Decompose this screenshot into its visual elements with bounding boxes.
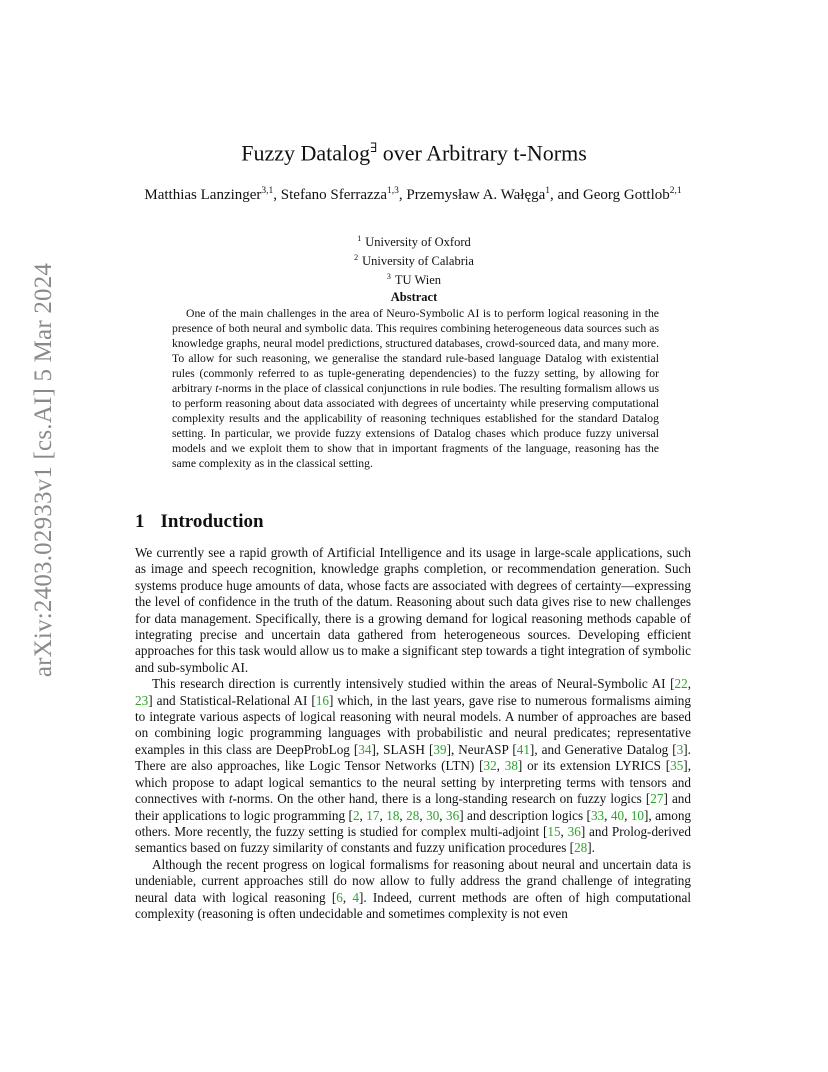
author-affil-marks: 1 [545, 186, 551, 196]
author-affil-marks: 1,3 [386, 186, 399, 196]
affiliation [0, 250, 828, 269]
citation-link[interactable]: 6 [336, 889, 343, 905]
author-list [130, 182, 696, 205]
text-run: ] and description logics [ [459, 807, 591, 823]
author [406, 187, 583, 203]
citation-link[interactable]: 18 [386, 807, 400, 823]
author-separator: , and [550, 187, 583, 203]
author-separator: , [273, 187, 281, 203]
text-run: ] and their applications to logic programming [ [135, 791, 691, 823]
section-number: 1 [135, 511, 145, 532]
abstract-text-part: One of the main challenges in the area of Neuro-Symbolic AI is to perform logical reasoning in the presence of both neural and symbolic data. This requires combining heterogeneous data sources such as knowledge graphs, neural model predictions, structured databases, crowd-sourced data, and many more. To allow for such reasoning, we generalise the standard rule-based language Datalog with existential rules (commonly referred to as tuple-generating dependencies) to the fuzzy setting, by allowing for arbitrary [172, 307, 659, 395]
citation-link[interactable]: 33 [590, 807, 605, 823]
citation-link[interactable]: 38 [504, 758, 518, 774]
abstract-heading: Abstract [390, 290, 438, 304]
body-paragraph [135, 545, 691, 676]
citation-link[interactable]: 28 [574, 840, 588, 856]
text-run: ] and Statistical-Relational AI [ [148, 692, 316, 708]
title-superscript: ∃ [370, 140, 378, 155]
citation-link[interactable]: 22 [674, 676, 688, 692]
abstract-text [172, 306, 659, 471]
text-run: ] which, in the last years, gave rise to numerous formalisms aiming to integrate various aspects of logical reasoning with neural models. A number of approaches are based on combining logic programming languages with probabilistic and neural predicates; representative examples in this class are DeepProbLog [ [135, 692, 691, 757]
text-run: , [624, 807, 631, 823]
title-rest: over Arbitrary t-Norms [377, 140, 587, 166]
affiliation-mark: 1 [357, 234, 362, 243]
text-run: , [687, 676, 691, 692]
text-run: This research direction is currently intensively studied within the areas of Neural-Symbolic AI [ [152, 676, 675, 692]
citation-link[interactable]: 4 [352, 889, 359, 905]
citation-link[interactable]: 32 [483, 758, 497, 774]
author-separator: , [398, 187, 407, 203]
text-run: ] and Prolog-derived semantics based on fuzzy similarity of constants and fuzzy unification procedures [ [135, 823, 691, 856]
citation-link[interactable]: 16 [315, 692, 330, 708]
abstract-italic-t: t [215, 382, 219, 395]
text-run: ], which propose to adapt logical semantics to the neural setting by interpreting terms with tensors and connectives with [135, 758, 691, 807]
body-text [135, 545, 691, 922]
arxiv-identifier: arXiv:2403.02933v1 [cs.AI] 5 Mar 2024 [30, 262, 57, 678]
author-affil-marks: 3,1 [261, 186, 274, 196]
text-run: , [342, 889, 353, 905]
author-name: Matthias Lanzinger [144, 187, 262, 203]
body-paragraph [135, 857, 691, 923]
abstract-text-part: -norms in the place of classical conjunctions in rule bodies. The resulting formalism allows us to perform reasoning about data associated with degrees of uncertainty while preserving computational complexity results and the applicability of reasoning techniques established for the standard Datalog setting. In particular, we provide fuzzy extensions of Datalog chases which produce fuzzy universal models and we exploit them to show that in important fragments of the language, reasoning has the same complexity as in the classical setting. [172, 382, 660, 470]
text-run: ], and Generative Datalog [ [529, 741, 677, 757]
citation-link[interactable]: 23 [135, 692, 149, 708]
citation-link[interactable]: 36 [567, 823, 581, 839]
citation-link[interactable]: 2 [352, 807, 360, 823]
affiliation-name: University of Calabria [362, 254, 474, 269]
body-paragraph [135, 676, 691, 856]
author [583, 187, 682, 203]
text-run: , [496, 758, 505, 774]
citation-link[interactable]: 36 [446, 807, 460, 823]
author [281, 187, 407, 203]
citation-link[interactable]: 30 [426, 807, 440, 823]
affiliation [0, 269, 828, 288]
citation-link[interactable]: 40 [610, 807, 625, 823]
text-run: ]. [587, 840, 595, 856]
author-name: Przemysław A. Wałęga [406, 187, 546, 203]
author-name: Georg Gottlob [582, 187, 670, 203]
text-run: , [604, 807, 611, 823]
citation-link[interactable]: 17 [366, 807, 380, 823]
affiliation-mark: 3 [386, 272, 391, 282]
affiliation-list [0, 231, 828, 288]
text-run: We currently see a rapid growth of Artificial Intelligence and its usage in large-scale applications, such as image and speech recognition, knowledge graphs completion, or recommendation generation. Such systems produce huge amounts of data, whose facts are associated with degrees of certainty—expressing the level of confidence in the truth of the datum. Reasoning about such data gives rise to new challenges for data management. Specifically, there is a growing demand for logical reasoning methods capable of integrating precise and uncertain data gathered from heterogeneous sources. Developing efficient approaches for this task would allow us to make a significant step towards a tight integration of symbolic and sub-symbolic AI. [135, 545, 691, 675]
citation-link[interactable]: 27 [650, 791, 664, 807]
text-run: ]. Indeed, current methods are often of high computational complexity (reasoning is often undecidable and sometimes complexity is not even [135, 889, 692, 921]
citation-link[interactable]: 15 [547, 823, 561, 839]
text-run: , [439, 807, 447, 823]
affiliation-name: University of Oxford [365, 235, 471, 250]
title-main: Fuzzy Datalog [241, 140, 371, 166]
author-affil-marks: 2,1 [669, 186, 682, 196]
text-run: , [379, 807, 387, 823]
affiliation [0, 231, 828, 250]
citation-link[interactable]: 3 [676, 741, 684, 757]
citation-link[interactable]: 41 [516, 741, 530, 757]
section-title: Introduction [160, 511, 264, 532]
text-run: , [399, 807, 407, 823]
citation-link[interactable]: 35 [670, 758, 684, 774]
citation-link[interactable]: 10 [630, 807, 644, 823]
text-run: , [419, 807, 427, 823]
text-run: , [359, 807, 367, 823]
section-heading [135, 511, 264, 533]
paper-title [0, 140, 828, 166]
citation-link[interactable]: 28 [406, 807, 420, 823]
text-run: , [560, 823, 568, 839]
author-name: Stefano Sferrazza [280, 187, 387, 203]
author [144, 187, 280, 203]
affiliation-mark: 2 [354, 253, 359, 263]
text-run: ] or its extension LYRICS [ [517, 758, 671, 774]
affiliation-name: TU Wien [394, 273, 442, 288]
text-run: ], among others. More recently, the fuzzy setting is studied for complex multi-adjoint [ [135, 807, 692, 839]
text-run: -norms. On the other hand, there is a long-standing research on fuzzy logics [ [232, 791, 651, 807]
text-run: ], SLASH [ [371, 741, 434, 757]
citation-link[interactable]: 39 [433, 741, 447, 757]
text-run: Although the recent progress on logical formalisms for reasoning about neural and uncertain data is undeniable, current approaches still do now allow to fully address the grand challenge of integrating neural data with logical reasoning [ [135, 856, 691, 905]
text-run: ]. There are also approaches, like Logic Tensor Networks (LTN) [ [135, 741, 691, 774]
text-run: ], NeurASP [ [446, 741, 517, 757]
citation-link[interactable]: 34 [358, 741, 372, 757]
italic-text: t [228, 791, 233, 807]
